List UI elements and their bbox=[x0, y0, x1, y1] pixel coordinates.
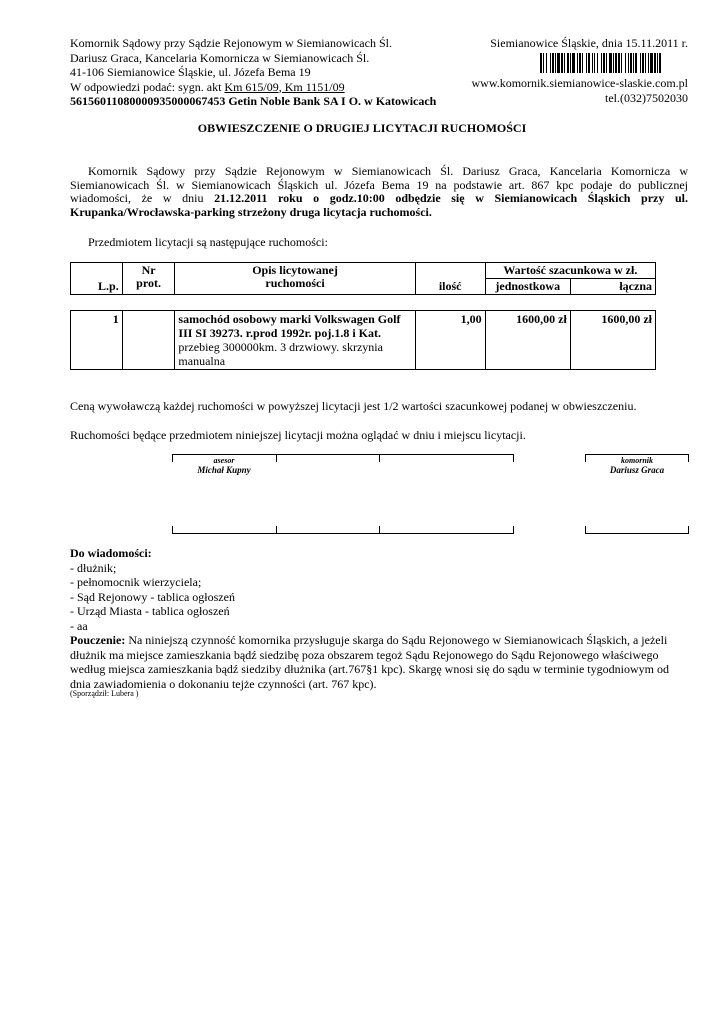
barcode-bar bbox=[579, 53, 581, 73]
barcode-bar bbox=[543, 53, 544, 73]
items-table-header bbox=[70, 262, 656, 295]
signature-right-name: Dariusz Graca bbox=[609, 465, 665, 475]
barcode-icon bbox=[540, 53, 688, 73]
price-note: Ceną wywoławczą każdej ruchomości w powyższej licytacji jest 1/2 wartości szacunkowej podanej w obwieszczeniu. bbox=[70, 399, 637, 413]
header-nr-line1: Nr bbox=[141, 263, 156, 277]
subject-line: Przedmiotem licytacji są następujące ruchomości: bbox=[88, 235, 328, 249]
place-date: Siemianowice Śląskie, dnia 15.11.2011 r. bbox=[490, 36, 688, 50]
barcode-bar bbox=[654, 53, 656, 73]
cell-opis-normal: przebieg 300000km. 3 drzwiowy. skrzynia manualna bbox=[178, 340, 383, 368]
list-item: - pełnomocnik wierzyciela; bbox=[70, 575, 202, 589]
barcode-bar bbox=[633, 53, 634, 73]
distribution-list bbox=[70, 546, 688, 633]
header-laczna: łączna bbox=[570, 279, 655, 295]
instruction-text: Na niniejszą czynność komornika przysługuje skarga do Sądu Rejonowego w Siemianowicach Śląskich, a jeżeli dłużnik ma miejsce zamieszkania bądź siedzibę poza obszarem tegoż Sądu Rejonowego do Sądu Rejonowego właściwego według miejsca zamieszkania bądź siedziby dłużnika (art.767§1 kpc). Skargę wnosi się do sądu w terminie tygodniowym od dnia zawiadomienia o dokonaniu tejże czynności (art. 767 kpc). bbox=[70, 633, 669, 691]
header-lp: L.p. bbox=[71, 263, 123, 295]
cell-ilosc: 1,00 bbox=[415, 311, 485, 370]
sender-line-2: Dariusz Graca, Kancelaria Komornicza w Siemianowicach Śl. bbox=[70, 50, 370, 65]
instruction-paragraph bbox=[70, 633, 688, 691]
header-nr bbox=[122, 263, 175, 295]
barcode-bar bbox=[657, 53, 658, 73]
barcode-bar bbox=[648, 53, 649, 73]
prepared-by: (Sporządził: Lubera ) bbox=[70, 689, 139, 698]
barcode-bar bbox=[588, 53, 590, 73]
header-wartosc: Wartość szacunkowa w zł. bbox=[485, 263, 655, 279]
reference-value: Km 615/09, Km 1151/09 bbox=[224, 79, 345, 94]
header-right bbox=[471, 36, 688, 105]
website: www.komornik.siemianowice-slaskie.com.pl bbox=[471, 76, 688, 90]
barcode-bar bbox=[561, 53, 563, 73]
barcode-bar bbox=[606, 53, 607, 73]
barcode-bar bbox=[601, 53, 602, 73]
signature-right-role: komornik bbox=[620, 456, 653, 465]
barcode-bar bbox=[635, 53, 637, 73]
barcode-bar bbox=[586, 53, 587, 73]
barcode-bar bbox=[564, 53, 565, 73]
intro-bold-text: 21.12.2011 roku o godz.10:00 odbędzie się w Siemianowicach Śląskich przy ul. Krupanka/Wrocławska-parking strzeżony druga licytacja ruchomości. bbox=[70, 191, 688, 219]
barcode-bar bbox=[572, 53, 575, 73]
barcode-bar bbox=[613, 53, 614, 73]
barcode-bar bbox=[615, 53, 617, 73]
sender-line-3: 41-106 Siemianowice Śląskie, ul. Józefa Bema 19 bbox=[70, 65, 311, 79]
cell-nr bbox=[122, 311, 175, 370]
list-item: - dłużnik; bbox=[70, 560, 117, 575]
intro-text: Komornik Sądowy przy Sądzie Rejonowym w Siemianowicach Śl. Dariusz Graca, Kancelaria Komornicza w Siemianowicach Śl. w Siemianowicach Śląskich ul. Józefa Bema 19 na podstawie art. 867 kpc podaje do publicznej wiadomości, że w dniu bbox=[70, 164, 688, 205]
signature-left-name: Michał Kupny bbox=[197, 465, 251, 475]
cell-opis-bold: samochód osobowy marki Volkswagen Golf III SI 39273. r.prod 1992r. poj.1.8 i Kat. bbox=[178, 312, 401, 340]
header-opis-line2: ruchomości bbox=[265, 276, 325, 290]
signature-box-right-bottom bbox=[585, 526, 689, 534]
barcode-bar bbox=[659, 53, 661, 73]
barcode-bar bbox=[567, 53, 569, 73]
table-row bbox=[71, 311, 656, 370]
barcode-bar bbox=[645, 53, 646, 73]
cell-jednostkowa: 1600,00 zł bbox=[485, 311, 570, 370]
header-nr-line2: prot. bbox=[136, 276, 161, 290]
barcode-bar bbox=[618, 53, 620, 73]
barcode-bar bbox=[555, 53, 556, 73]
reference-prefix: W odpowiedzi podać: sygn. akt bbox=[70, 79, 225, 94]
barcode-bar bbox=[552, 53, 554, 73]
intro-paragraph bbox=[70, 165, 688, 219]
barcode-bar bbox=[577, 53, 578, 73]
signature-left-role: asesor bbox=[213, 456, 235, 465]
instruction-label: Pouczenie: bbox=[70, 633, 126, 647]
distribution-heading: Do wiadomości: bbox=[70, 546, 152, 560]
barcode-bar bbox=[628, 53, 629, 73]
barcode-bar bbox=[621, 53, 622, 73]
barcode-bar bbox=[546, 53, 547, 73]
barcode-bar bbox=[642, 53, 644, 73]
cell-laczna: 1600,00 zł bbox=[570, 311, 655, 370]
barcode-bar bbox=[570, 53, 571, 73]
bank-account: 56156011080000935000067453 Getin Noble Bank SA I O. w Katowicach bbox=[70, 94, 437, 108]
barcode-bar bbox=[557, 53, 560, 73]
sender-line-1: Komornik Sądowy przy Sądzie Rejonowym w Siemianowicach Śl. bbox=[70, 36, 392, 50]
barcode-bar bbox=[625, 53, 626, 73]
cell-opis bbox=[175, 311, 415, 370]
cell-lp: 1 bbox=[71, 311, 123, 370]
barcode-bar bbox=[540, 53, 542, 73]
header-opis bbox=[175, 263, 415, 295]
phone: tel.(032)7502030 bbox=[605, 90, 688, 105]
sender-block bbox=[70, 36, 436, 109]
header-jednostkowa: jednostkowa bbox=[485, 279, 570, 295]
barcode-bar bbox=[630, 53, 632, 73]
barcode-bar bbox=[597, 53, 598, 73]
barcode-bar bbox=[594, 53, 595, 73]
barcode-bar bbox=[592, 53, 593, 73]
items-table bbox=[70, 310, 656, 370]
barcode-bar bbox=[550, 53, 551, 73]
list-item: - Urząd Miasta - tablica ogłoszeń bbox=[70, 604, 230, 618]
barcode-bar bbox=[640, 53, 641, 73]
barcode-bar bbox=[603, 53, 605, 73]
document-title: OBWIESZCZENIE O DRUGIEJ LICYTACJI RUCHOMOŚCI bbox=[197, 121, 527, 135]
reference-line bbox=[70, 80, 436, 95]
list-item: - aa bbox=[70, 618, 88, 633]
list-item: - Sąd Rejonowy - tablica ogłoszeń bbox=[70, 589, 235, 604]
viewing-note: Ruchomości będące przedmiotem niniejszej licytacji można oglądać w dniu i miejscu licytacji. bbox=[70, 428, 526, 442]
barcode-bar bbox=[582, 53, 583, 73]
header-ilosc: ilość bbox=[415, 263, 485, 295]
barcode-bar bbox=[609, 53, 612, 73]
header-opis-line1: Opis licytowanej bbox=[252, 263, 338, 277]
signature-box-bottom bbox=[172, 526, 514, 534]
barcode-bar bbox=[650, 53, 653, 73]
